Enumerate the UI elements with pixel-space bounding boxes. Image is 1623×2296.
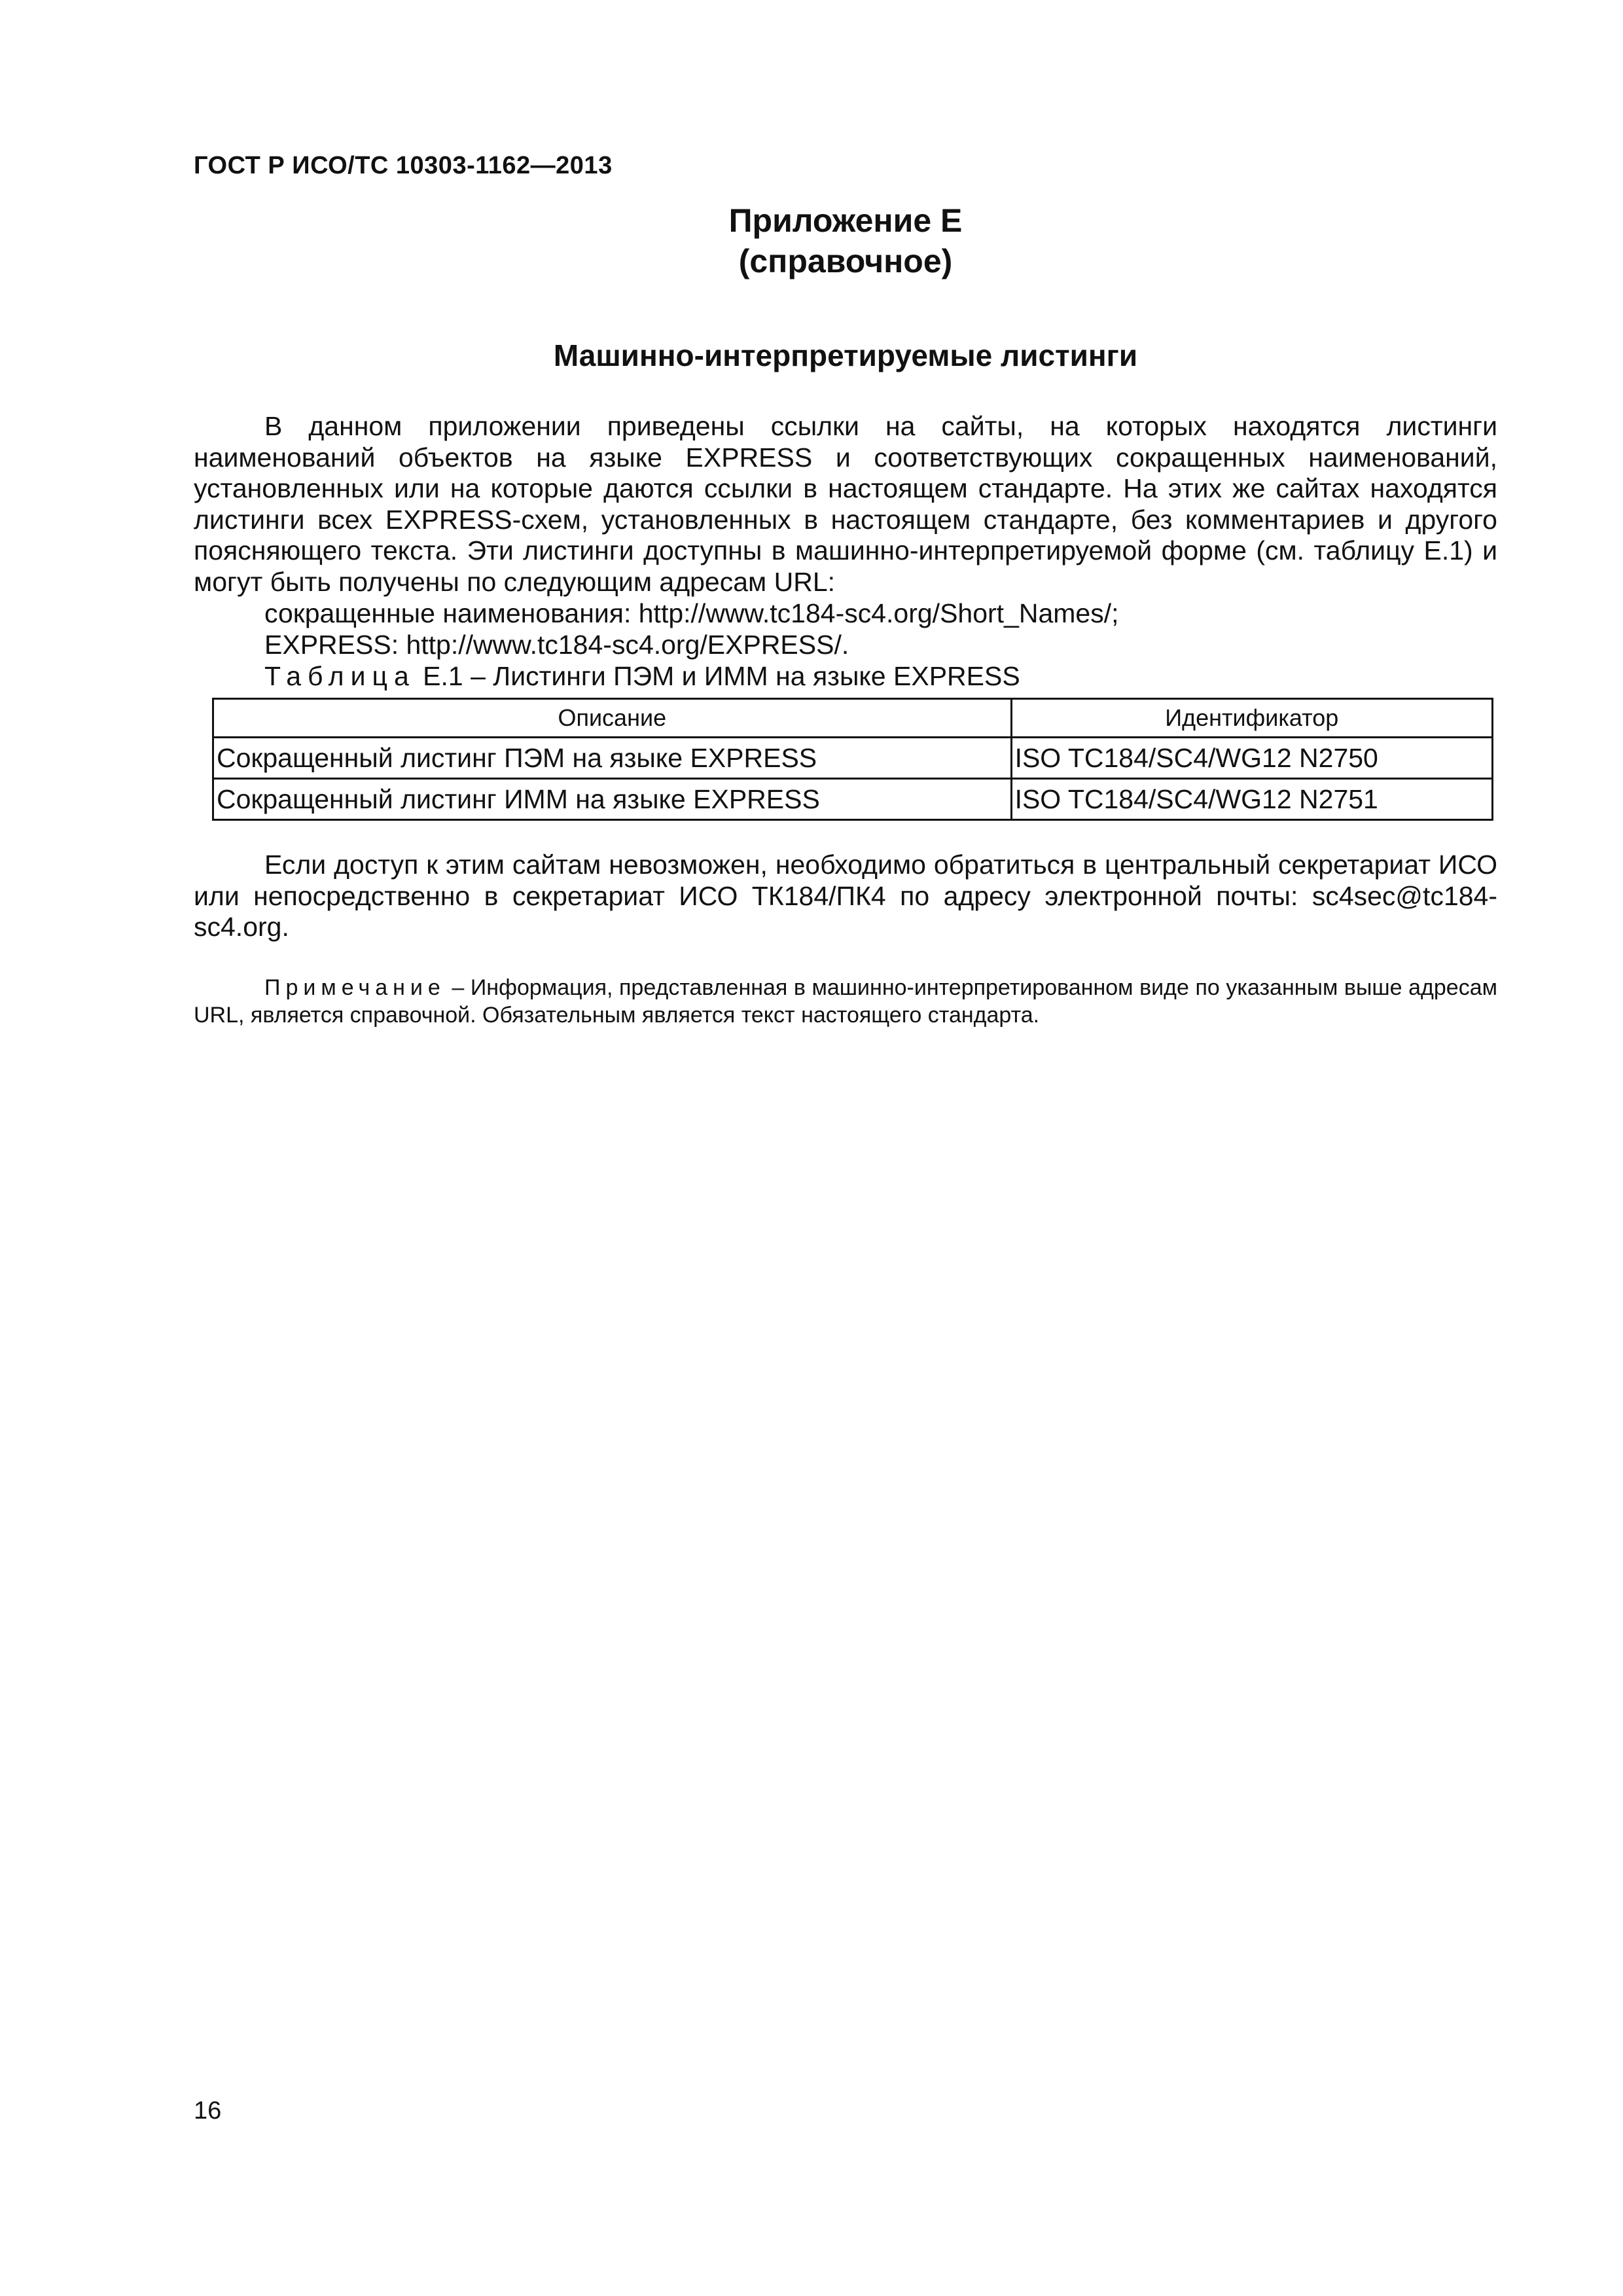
table-cell-description: Сокращенный листинг ПЭМ на языке EXPRESS [213, 738, 1012, 779]
short-names-url-line: сокращенные наименования: http://www.tc184-sc4.org/Short_Names/; [264, 598, 1119, 628]
table-header-row [213, 699, 1493, 738]
appendix-kind: (справочное) [738, 243, 953, 279]
column-header-identifier: Идентификатор [1011, 699, 1492, 738]
standard-code-header: ГОСТ Р ИСО/ТС 10303-1162—2013 [194, 152, 613, 179]
column-header-description: Описание [213, 699, 1012, 738]
table-row [213, 738, 1493, 779]
contact-paragraph: Если доступ к этим сайтам невозможен, необходимо обратиться в центральный секретариат ИСО или непосредственно в секретариат ИСО ТК184/ПК4 по адресу электронной почты: sc4sec@tc184-sc4.org. [194, 850, 1497, 942]
intro-paragraph: В данном приложении приведены ссылки на сайты, на которых находятся листинги наименований объектов на языке EXPRESS и соответствующих сокращенных наименований, установленных или на которые даются ссылки в настоящем стандарте. На этих же сайтах находятся листинги всех EXPRESS-схем, установленных в настоящем стандарте, без комментариев и другого поясняющего текста. Эти листинги доступны в машинно-интерпретируемой форме (см. таблицу Е.1) и могут быть получены по следующим адресам URL: [194, 411, 1497, 597]
section-title: Машинно-интерпретируемые листинги [553, 338, 1138, 372]
listings-table [212, 698, 1493, 821]
table-cell-identifier: ISO TC184/SC4/WG12 N2751 [1011, 779, 1492, 820]
express-url-line: EXPRESS: http://www.tc184-sc4.org/EXPRESS/. [264, 630, 849, 660]
page-number: 16 [194, 2097, 222, 2125]
table-caption-prefix: Таблица [264, 661, 416, 691]
table-caption-text: Е.1 – Листинги ПЭМ и ИММ на языке EXPRESS [415, 661, 1020, 691]
note-paragraph [194, 974, 1497, 1029]
table-caption [264, 661, 1020, 692]
table-row [213, 779, 1493, 820]
appendix-title: Приложение Е [728, 202, 963, 239]
note-prefix: Примечание [264, 975, 446, 1000]
table-cell-description: Сокращенный листинг ИММ на языке EXPRESS [213, 779, 1012, 820]
note-text: – Информация, представленная в машинно-интерпретированном виде по указанным выше адресам URL, является справочной. Обязательным является текст настоящего стандарта. [194, 975, 1497, 1028]
table-cell-identifier: ISO TC184/SC4/WG12 N2750 [1011, 738, 1492, 779]
